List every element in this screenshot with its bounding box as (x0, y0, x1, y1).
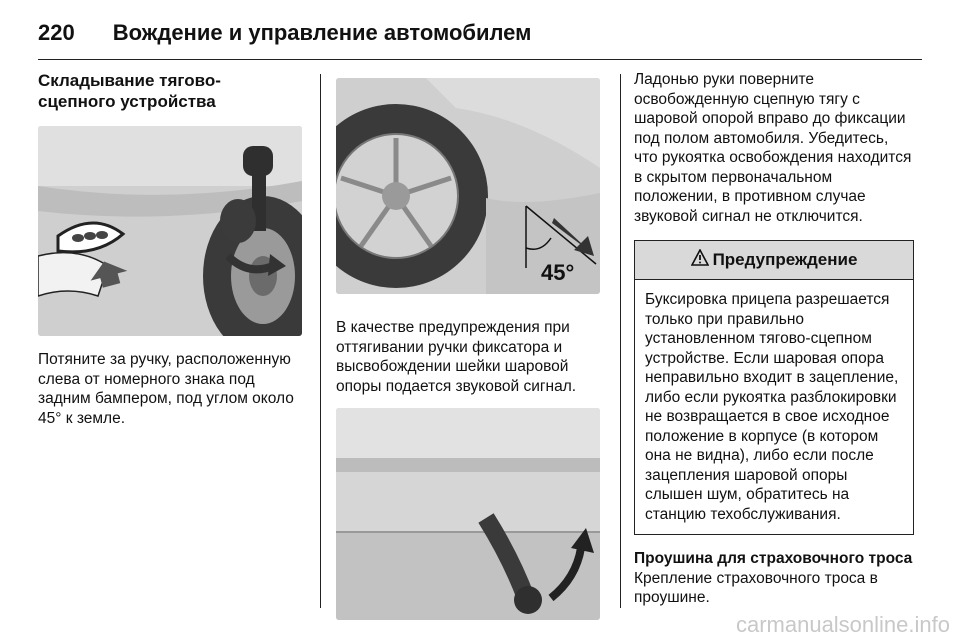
warning-text: Буксировка прицепа разрешается только при правильно установленном тягово-сцепном устройстве. Если шаровая опора неправильно входит в зацепление, либо если рукоятка разблокировки не возвращается в свое исходное положение в корпусе (в котором она не видна), либо если после зацепления шаровой опоры слышен шум, обратитесь на станцию техобслуживания. (645, 291, 899, 523)
column-divider (620, 74, 621, 608)
warning-signal-paragraph: В качестве предупреждения при оттягивании ручки фиксатора и высвобождении шейки шаровой опоры подается звуковой сигнал. (336, 319, 577, 395)
page-header (38, 14, 918, 52)
watermark: carmanualsonline.info (735, 612, 950, 637)
column-divider (320, 74, 321, 608)
header-rule (38, 59, 922, 60)
warning-triangle-icon (691, 249, 709, 271)
warning-header (635, 241, 913, 280)
rotate-instruction-paragraph: Ладонью руки поверните освобожденную сцепную тягу с шаровой опорой вправо до фиксации под полом автомобиля. Убедитесь, что рукоятка освобождения находится в скрытом первоначальном положении, в противном случае звуковой сигнал не отключится. (634, 71, 912, 225)
illustration-angle (336, 78, 600, 294)
warning-title: Предупреждение (712, 250, 858, 269)
column-2 (336, 70, 606, 620)
subsection-heading: Проушина для страховочного троса (634, 550, 913, 567)
illustration-tow-handle (38, 126, 302, 336)
running-title: Вождение и управление автомобилем (112, 20, 532, 45)
warning-box (634, 240, 914, 535)
angle-label: 45° (541, 260, 575, 285)
section-heading: Складывание тягово- сцепного устройства (38, 71, 221, 111)
instruction-paragraph: Потяните за ручку, расположенную слева от номерного знака под задним бампером, под углом около 45° к земле. (38, 351, 294, 427)
subsection-paragraph: Крепление страховочного троса в проушине. (634, 569, 878, 606)
illustration-swivel (336, 408, 600, 620)
column-1 (38, 70, 306, 428)
page-number: 220 (38, 20, 75, 45)
column-3 (634, 70, 914, 608)
